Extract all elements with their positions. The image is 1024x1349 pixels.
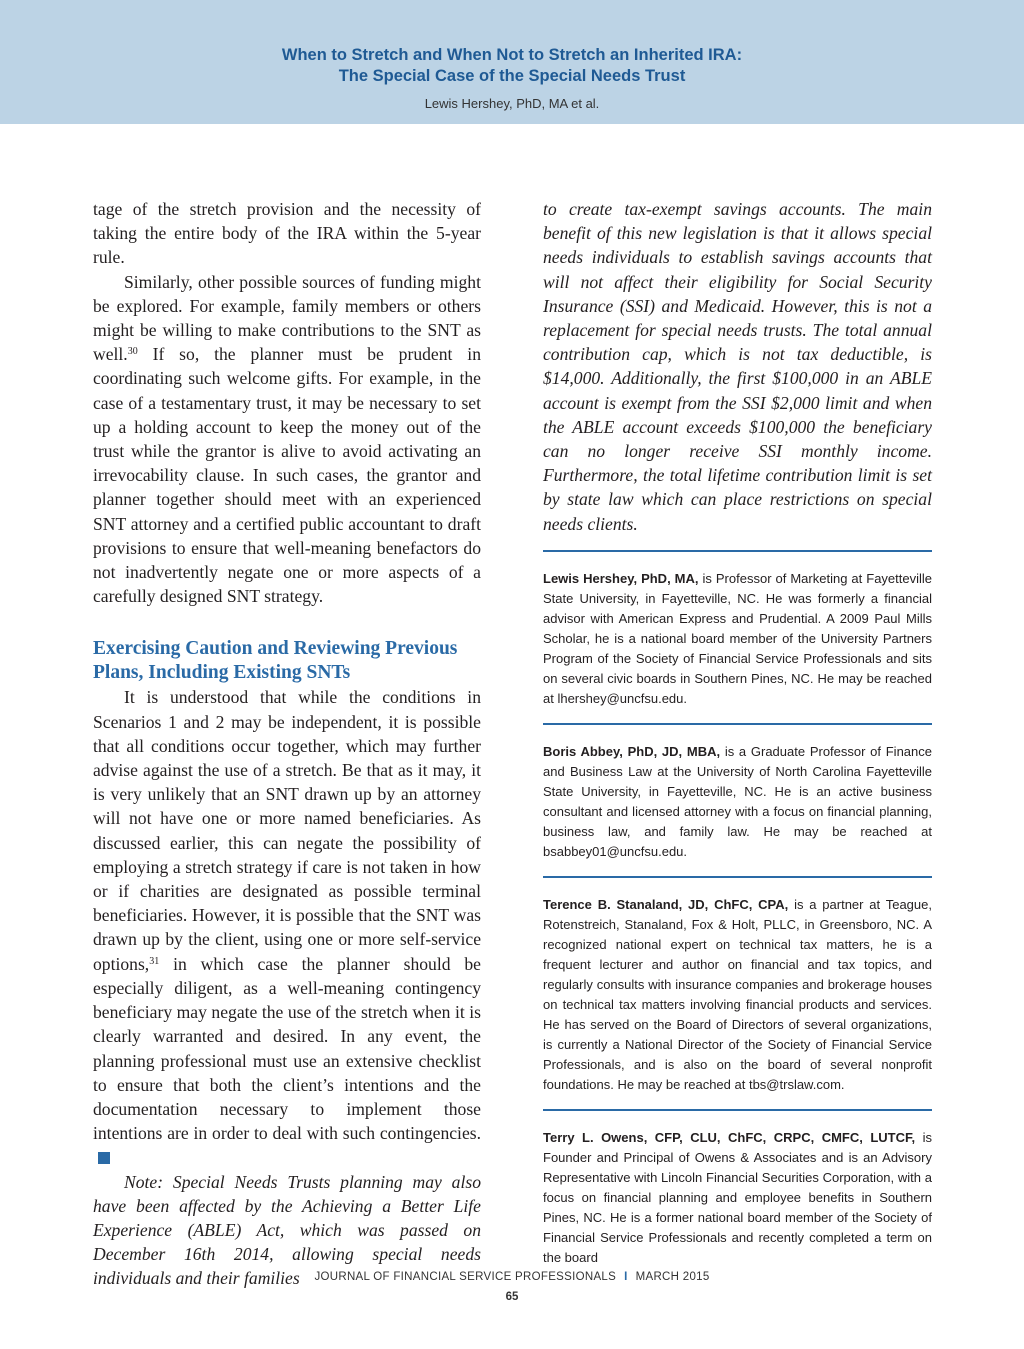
paragraph-2 (93, 270, 481, 609)
bio-text: is Founder and Principal of Owens & Associates and is an Advisory Representative with Lincoln Financial Securities Corporation, with a focus on financial planning and employee benefits in Southern Pines, NC. He is a former national board member of the Society of Financial Service Professionals and recently completed a term on the board (543, 1129, 932, 1265)
left-column (93, 197, 481, 1291)
footnote-31: 31 (149, 955, 160, 967)
divider (543, 876, 932, 878)
divider (543, 723, 932, 725)
bio-name: Terence B. Stanaland, JD, ChFC, CPA, (543, 896, 789, 912)
author-bio-hershey (543, 569, 932, 709)
journal-name: JOURNAL OF FINANCIAL SERVICE PROFESSIONALS (314, 1271, 617, 1283)
bio-text: is a Graduate Professor of Finance and Business Law at the University of North Carolina Fayetteville State University, in Fayetteville, NC. He is an active business consultant and licensed attorney with a focus on financial planning, business law, and family law. He may be reached at bsabbey01@uncfsu.edu. (543, 743, 932, 859)
author-bio-abbey (543, 742, 932, 862)
paragraph-2-part-a: Similarly, other possible sources of funding might be explored. For example, family members or others might be willing to make contributions to the SNT as well. (93, 271, 481, 365)
end-of-article-mark (98, 1152, 110, 1164)
right-column (543, 197, 932, 1268)
paragraph-3-part-a: It is understood that while the conditions in Scenarios 1 and 2 may be independent, it is possible that all conditions occur together, which may further advise against the use of a stretch. Be that as it may, it is very unlikely that an SNT drawn up by an attorney will not have one or more named beneficiaries. As discussed earlier, this can negate the possibility of employing a stretch strategy if care is not taken in how or if charities are designated as possible terminal beneficiaries. However, it is possible that the SNT was drawn up by the client, using one or more self-service options, (93, 687, 481, 974)
note-paragraph: Note: Special Needs Trusts planning may also have been affected by the Achieving a Better Life Experience (ABLE) Act, which was passed on December 16th 2014, allowing special needs individuals and their families (93, 1171, 481, 1289)
bio-name: Boris Abbey, PhD, JD, MBA, (543, 743, 721, 759)
bio-name: Terry L. Owens, CFP, CLU, ChFC, CRPC, CMFC, LUTCF, (543, 1129, 916, 1145)
article-title-line-1: When to Stretch and When Not to Stretch an Inherited IRA: (281, 46, 743, 64)
page-footer (0, 1271, 1024, 1283)
footer-separator: I (624, 1271, 628, 1283)
bio-name: Lewis Hershey, PhD, MA, (543, 570, 699, 586)
section-heading: Exercising Caution and Reviewing Previous Plans, Including Existing SNTs (93, 638, 458, 684)
paragraph-2-part-b: If so, the planner must be prudent in coordinating such welcome gifts. For example, in the case of a testamentary trust, it may be necessary to set up a holding account to keep the money out of the trust while the grantor is alive to avoid activating an irrevocability clause. In such cases, the grantor and planner together should meet with an experienced SNT attorney and a certified public accountant to draft provisions to ensure that well-meaning benefactors do not inadvertently negate one or more aspects of a carefully designed SNT strategy. (93, 344, 481, 607)
divider (543, 1109, 932, 1111)
article-title-line-2: The Special Case of the Special Needs Trust (338, 67, 686, 85)
page-number: 65 (505, 1291, 519, 1303)
running-header (0, 0, 1024, 124)
bio-text: is a partner at Teague, Rotenstreich, Stanaland, Fox & Holt, PLLC, in Greensboro, NC. A recognized national expert on technical tax matters, he is a frequent lecturer and author on financial and tax topics, and regularly consults with insurance companies and brokerage houses on technical tax matters involving financial products and services. He has served on the Board of Directors of several organizations, is currently a National Director of the Society of Financial Service Professionals, and is also on the board of several nonprofit foundations. He may be reached at tbs@trslaw.com. (543, 896, 932, 1092)
issue-date: MARCH 2015 (635, 1271, 710, 1283)
paragraph-3 (93, 685, 481, 1169)
paragraph-3-part-b: in which case the planner should be especially diligent, as a well-meaning contingency beneficiary may negate the use of the stretch when it is clearly warranted and desired. In any event, the planning professional must use an extensive checklist to ensure that both the client’s intentions and the documentation necessary to implement those intentions are in order to deal with such contingencies. (93, 953, 481, 1144)
paragraph-1: tage of the stretch provision and the necessity of taking the entire body of the IRA within the 5-year rule. (93, 199, 481, 268)
footnote-30: 30 (127, 346, 138, 358)
divider (543, 550, 932, 552)
author-bio-stanaland (543, 895, 932, 1095)
note-continuation: to create tax-exempt savings accounts. The main benefit of this new legislation is that it allows special needs individuals to establish savings accounts that will not affect their eligibility for Social Security Insurance (SSI) and Medicaid. However, this is not a replacement for special needs trusts. The total annual contribution cap, which is not tax deductible, is $14,000. Additionally, the first $100,000 in an ABLE account is exempt from the SSI $2,000 limit and when the ABLE account exceeds $100,000 the beneficiary can no longer receive SSI monthly income. Furthermore, the total lifetime contribution limit is set by state law which can place restrictions on special needs clients. (543, 199, 932, 534)
author-bio-owens (543, 1128, 932, 1268)
bio-text: is Professor of Marketing at Fayetteville State University, in Fayetteville, NC. He was formerly a financial advisor with American Express and Prudential. A 2009 Paul Mills Scholar, he is a national board member of the University Partners Program of the Society of Financial Service Professionals and sits on several civic boards in Southern Pines, NC. He may be reached at lhershey@uncfsu.edu. (543, 570, 933, 706)
article-author: Lewis Hershey, PhD, MA et al. (424, 96, 600, 111)
